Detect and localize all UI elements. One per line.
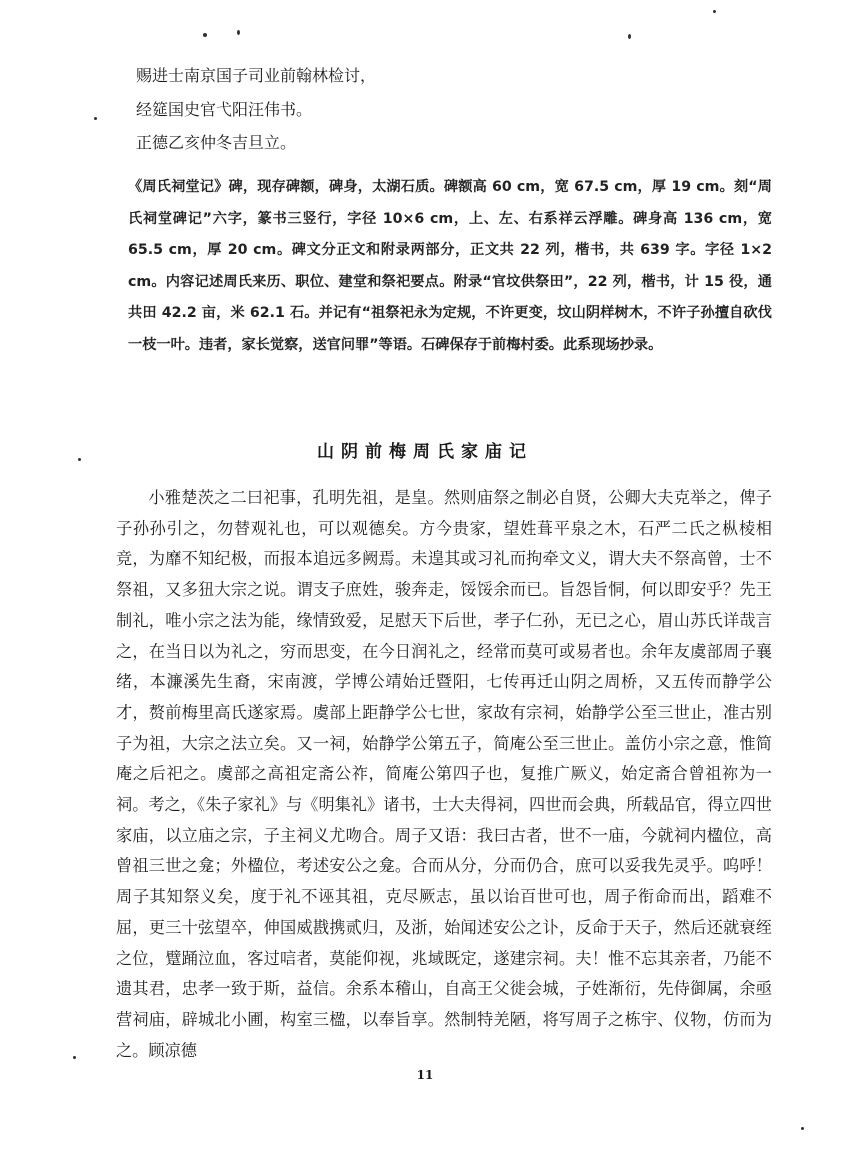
scan-speck: [628, 34, 631, 39]
inscription-line: 经筵国史官弋阳汪伟书。: [136, 100, 313, 119]
body-paragraph: 小雅楚茨之二曰祀事，孔明先祖，是皇。然则庙祭之制必自贤，公卿大夫克举之，俾子子孙孙引之，勿替观礼也，可以观德矣。方今贵家，望姓葺平泉之木，石严二氏之枞棱相竞，为靡不知纪极，而报本追远多阙焉。未遑其或习礼而拘牵文义，谓大夫不祭高曾，士不祭祖，又多狃大宗之说。谓支子庶姓，骏奔走，馁馁余而已。旨怨旨恫，何以即安乎？先王制礼，唯小宗之法为能，缘情致爱，足慰天下后世，孝子仁孙，无已之心，眉山苏氏详哉言之，在当日以为礼之，穷而思变，在今日润礼之，经常而莫可或易者也。余年友虞部周子襄绪，本濂溪先生裔，宋南渡，学博公靖始迁暨阳，七传再迁山阴之周桥，又五传而静学公才，赘前梅里高氏遂家焉。虞部上距静学公七世，家故有宗祠，始静学公至三世止，准古别子为祖，大宗之法立矣。又一祠，始静学公第五子，简庵公至三世止。盖仿小宗之意，惟简庵之后祀之。虞部之高祖定斋公祚，简庵公第四子也，复推广厥义，始定斋合曾祖祢为一祠。考之，《朱子家礼》与《明集礼》诸书，士大夫得祠，四世而会典，所载品官，得立四世家庙，以立庙之宗，子主祠义尤吻合。周子又语：我曰古者，世不一庙，今就祠内楹位，高曾祖三世之龛；外楹位，考述安公之龛。合而从分，分而仍合，庶可以妥我先灵乎。呜呼！周子其知祭义矣，度于礼不诬其祖，克尽厥志，虽以诒百世可也，周子衔命而出，蹈难不屈，更三十弦望卒，伸国威戡携贰归，及浙，始闻述安公之讣，反命于天子，然后还就衰绖之位，躄踊泣血，客过唁者，莫能仰视，兆域既定，遂建宗祠。夫！惟不忘其亲者，乃能不遗其君，忠孝一致于斯，益信。余系本稽山，自高王父徙会城，子姓渐衍，先侍御属，余亟营祠庙，辟城北小圃，构室三楹，以奉旨享。然制特羌陋，将写周子之栋宇、仪物，仿而为之。顾凉德: [116, 488, 772, 1060]
section-title: 山阴前梅周氏家庙记: [317, 442, 533, 462]
scan-speck: [73, 1056, 76, 1059]
inscription-line: 赐进士南京国子司业前翰林检讨，: [136, 66, 377, 85]
scan-speck: [801, 1127, 804, 1130]
inscription-line: 正德乙亥仲冬吉旦立。: [136, 133, 297, 152]
scan-speck: [237, 30, 240, 35]
notes-paragraph: 《周氏祠堂记》碑，现存碑额，碑身，太湖石质。碑额高 60 cm，宽 67.5 cm，厚 19 cm。刻“周氏祠堂碑记”六字，篆书三竖行，字径 10×6 cm，上、左、右系祥云浮雕。碑身高 136 cm，宽 65.5 cm，厚 20 cm。碑文分正文和附录两部分，正文共 22 列，楷书，共 639 字。字径 1×2 cm。内容记述周氏来历、职位、建堂和祭祀要点。附录“官坟供祭田”，22 列，楷书，计 15 役，通共田 42.2 亩，米 62.1 石。并记有“祖祭祀永为定规，不许更变，坟山阴样树木，不许子孙擅自砍伐一枝一叶。违者，家长觉察，送官问罪”等语。石碑保存于前梅村委。此系现场抄录。: [128, 179, 772, 353]
page-number: 11: [416, 1068, 434, 1082]
scan-speck: [94, 117, 97, 120]
scan-speck: [713, 10, 716, 13]
scan-speck: [203, 33, 207, 37]
